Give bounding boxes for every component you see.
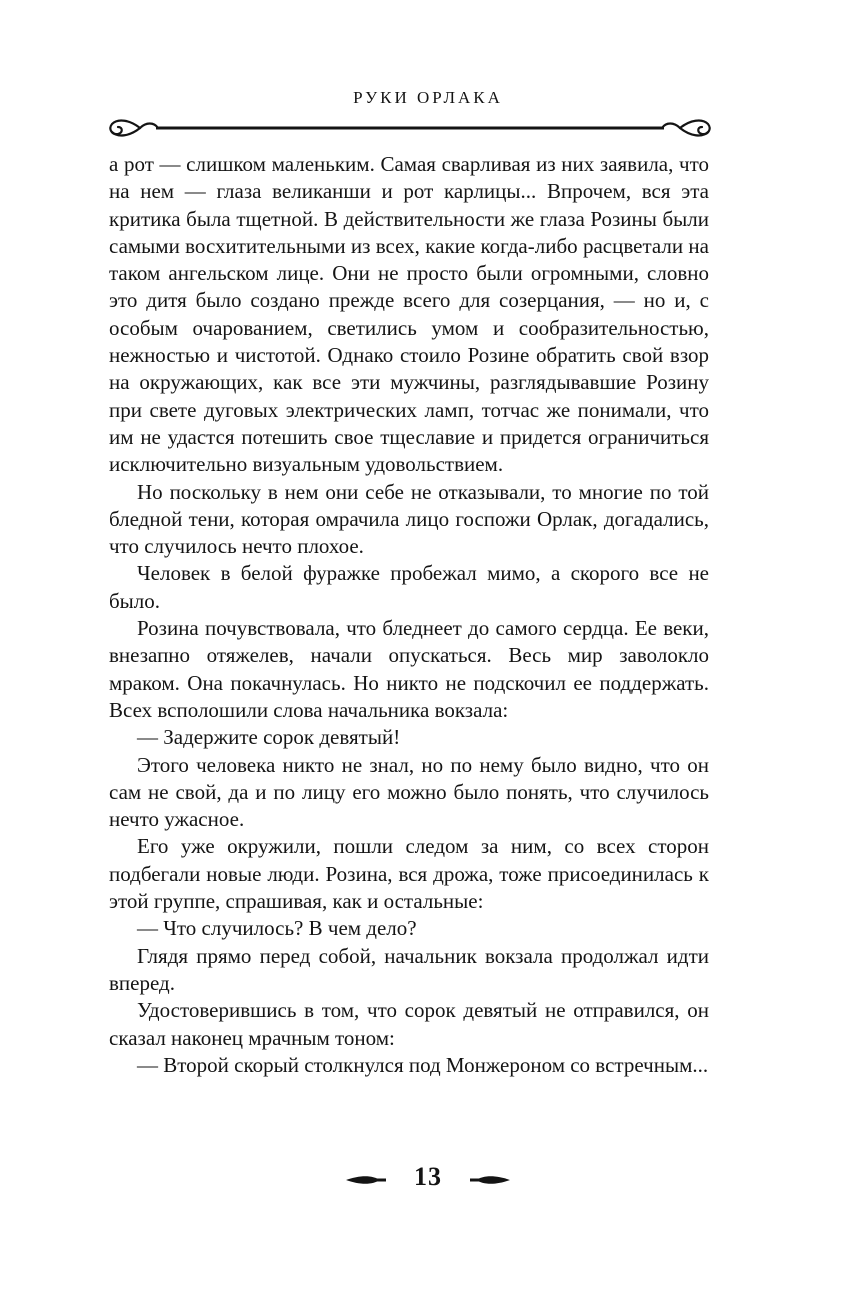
dialogue-line: — Что случилось? В чем дело?	[137, 916, 417, 941]
ornamental-rule	[100, 110, 720, 146]
paragraph: Человек в белой фуражке пробежал мимо, а скорого все не было.	[109, 561, 709, 613]
paragraph: Удостоверившись в том, что сорок девятый не отправился, он сказал наконец мрачным тоном:	[109, 998, 709, 1050]
paragraph: Этого человека никто не знал, но по нему было видно, что он сам не свой, да и по лицу его можно было понять, что случилось нечто ужасное.	[109, 752, 709, 832]
page-number: 13	[414, 1162, 442, 1191]
paragraph: Глядя прямо перед собой, начальник вокзала продолжал идти вперед.	[109, 943, 709, 995]
paragraph: Розина почувствовала, что бледнеет до самого сердца. Ее веки, внезапно отяжелев, начали опускаться. Весь мир заволокло мраком. Она покачнулась. Но никто не подскочил ее поддержать. Всех всполошили слова начальника вокзала:	[109, 616, 709, 722]
page-footer	[0, 1158, 856, 1198]
paragraph: а рот — слишком маленьким. Самая сварливая из них заявила, что на нем — глаза великанши и рот карлицы... Впрочем, вся эта критика была тщетной. В действительности же глаза Розины были самыми восхитительными из всех, какие когда-либо расцветали на таком ангельском лице. Они не просто были огромными, словно это дитя было создано прежде всего для созерцания, — но и, с особым очарованием, светились умом и сообразительностью, нежностью и чистотой. Однако стоило Розине обратить свой взор на окружающих, как все эти мужчины, разглядывавшие Розину при свете дуговых электрических ламп, тотчас же понимали, что им не удастся потешить свое тщеславие и придется ограничиться исключительно визуальным удовольствием.	[109, 152, 709, 477]
dialogue-line: — Второй скорый столкнулся под Монжероном со встречным...	[137, 1052, 709, 1077]
paragraph: Но поскольку в нем они себе не отказывали, то многие по той бледной тени, которая омрачила лицо госпожи Орлак, догадались, что случилось нечто плохое.	[109, 479, 709, 559]
running-title: РУКИ ОРЛАКА	[353, 88, 503, 107]
dialogue-line: — Задержите сорок девятый!	[137, 725, 401, 750]
main-text	[109, 151, 709, 1079]
paragraph: Его уже окружили, пошли следом за ним, со всех сторон подбегали новые люди. Розина, вся дрожа, тоже присоединилась к этой группе, спрашивая, как и остальные:	[109, 834, 709, 914]
